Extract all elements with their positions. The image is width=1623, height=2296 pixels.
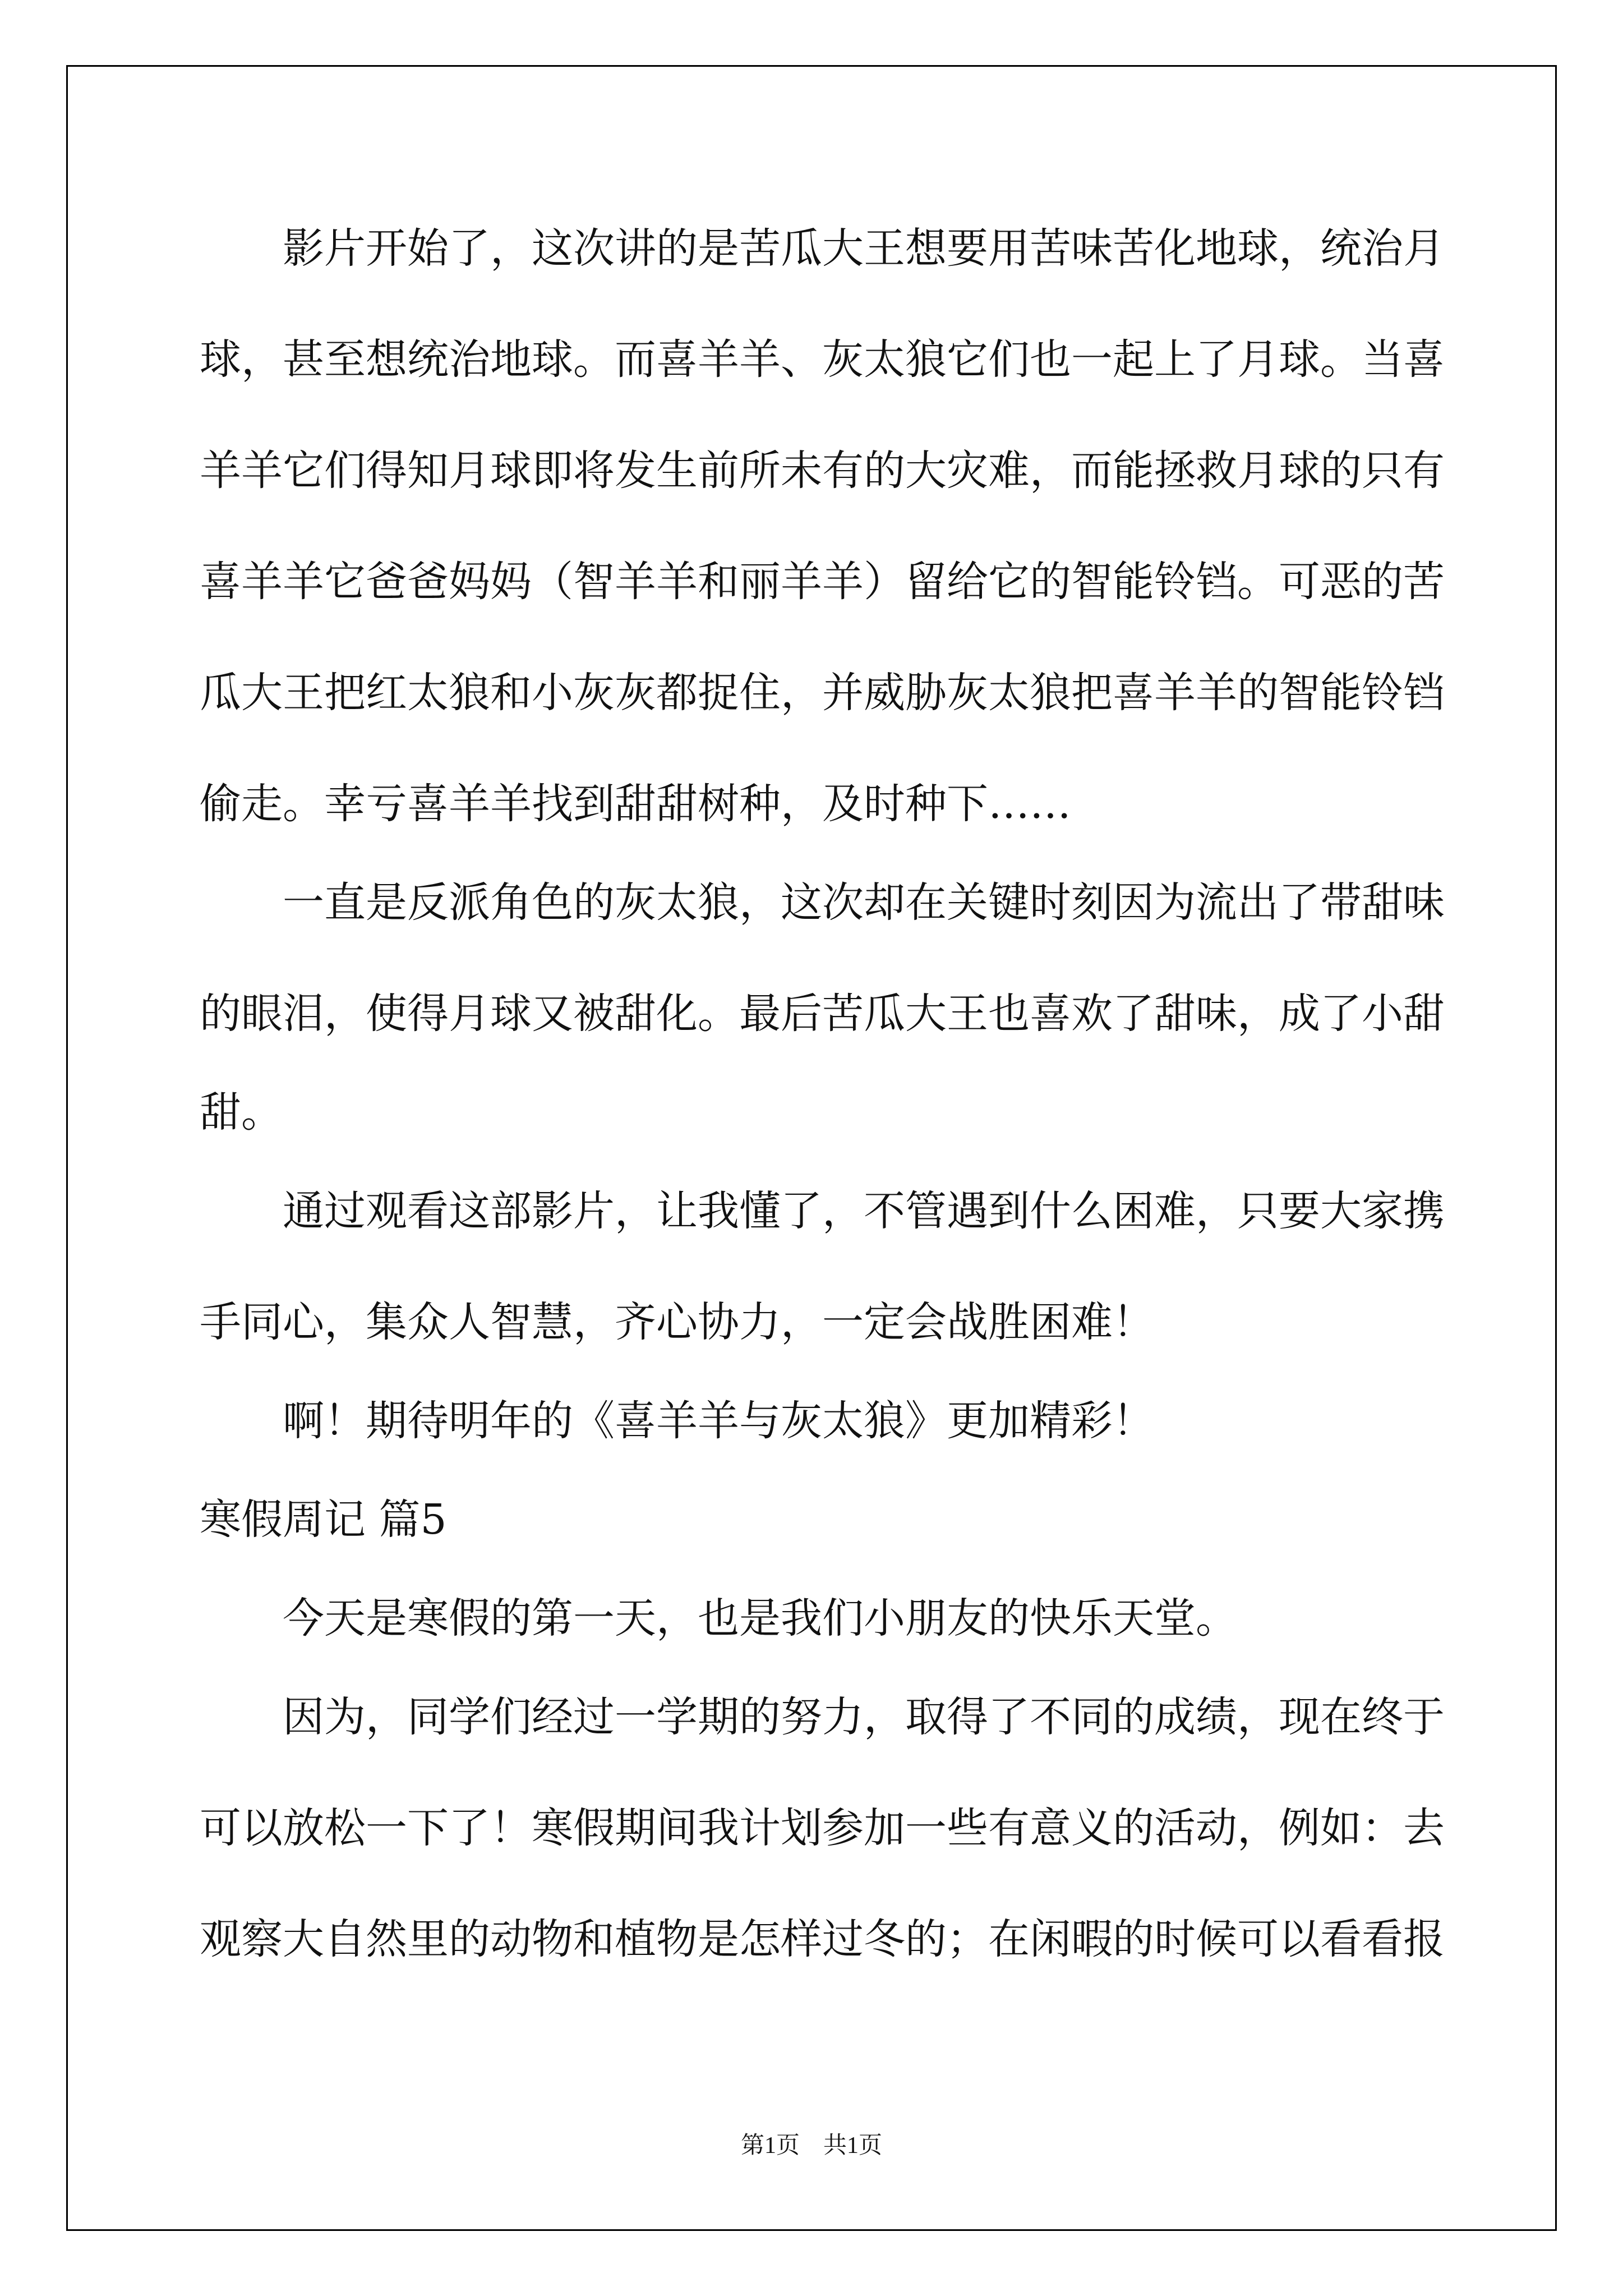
paragraph-line: 因为，同学们经过一学期的努力，取得了不同的成绩，现在终于 [200, 1693, 1445, 1741]
paragraph-line: 的眼泪，使得月球又被甜化。最后苦瓜大王也喜欢了甜味，成了小甜 [200, 990, 1445, 1038]
paragraph-line: 观察大自然里的动物和植物是怎样过冬的；在闲暇的时候可以看看报 [200, 1915, 1445, 1963]
paragraph-line: 可以放松一下了！寒假期间我计划参加一些有意义的活动，例如：去 [200, 1804, 1445, 1852]
paragraph-line: 偷走。幸亏喜羊羊找到甜甜树种，及时种下…… [200, 780, 1071, 828]
paragraph-line: 手同心，集众人智慧，齐心协力，一定会战胜困难！ [200, 1298, 1154, 1346]
paragraph-line: 羊羊它们得知月球即将发生前所未有的大灾难，而能拯救月球的只有 [200, 447, 1445, 495]
paragraph-line: 影片开始了，这次讲的是苦瓜大王想要用苦味苦化地球，统治月 [200, 224, 1445, 273]
section-heading: 寒假周记 篇5 [200, 1496, 447, 1544]
paragraph-line: 今天是寒假的第一天，也是我们小朋友的快乐天堂。 [200, 1594, 1237, 1642]
paragraph-line: 啊！期待明年的《喜羊羊与灰太狼》更加精彩！ [200, 1397, 1154, 1445]
page-border [66, 65, 1557, 2231]
paragraph-line: 瓜大王把红太狼和小灰灰都捉住，并威胁灰太狼把喜羊羊的智能铃铛 [200, 669, 1445, 717]
paragraph-line: 喜羊羊它爸爸妈妈（智羊羊和丽羊羊）留给它的智能铃铛。可恶的苦 [200, 558, 1445, 606]
paragraph-line: 球，甚至想统治地球。而喜羊羊、灰太狼它们也一起上了月球。当喜 [200, 335, 1445, 384]
paragraph-line: 一直是反派角色的灰太狼，这次却在关键时刻因为流出了带甜味 [200, 878, 1445, 927]
paragraph-line: 通过观看这部影片，让我懂了，不管遇到什么困难，只要大家携 [200, 1187, 1445, 1235]
paragraph-line: 甜。 [200, 1088, 283, 1137]
page-number: 第1页 共1页 [740, 2133, 882, 2159]
